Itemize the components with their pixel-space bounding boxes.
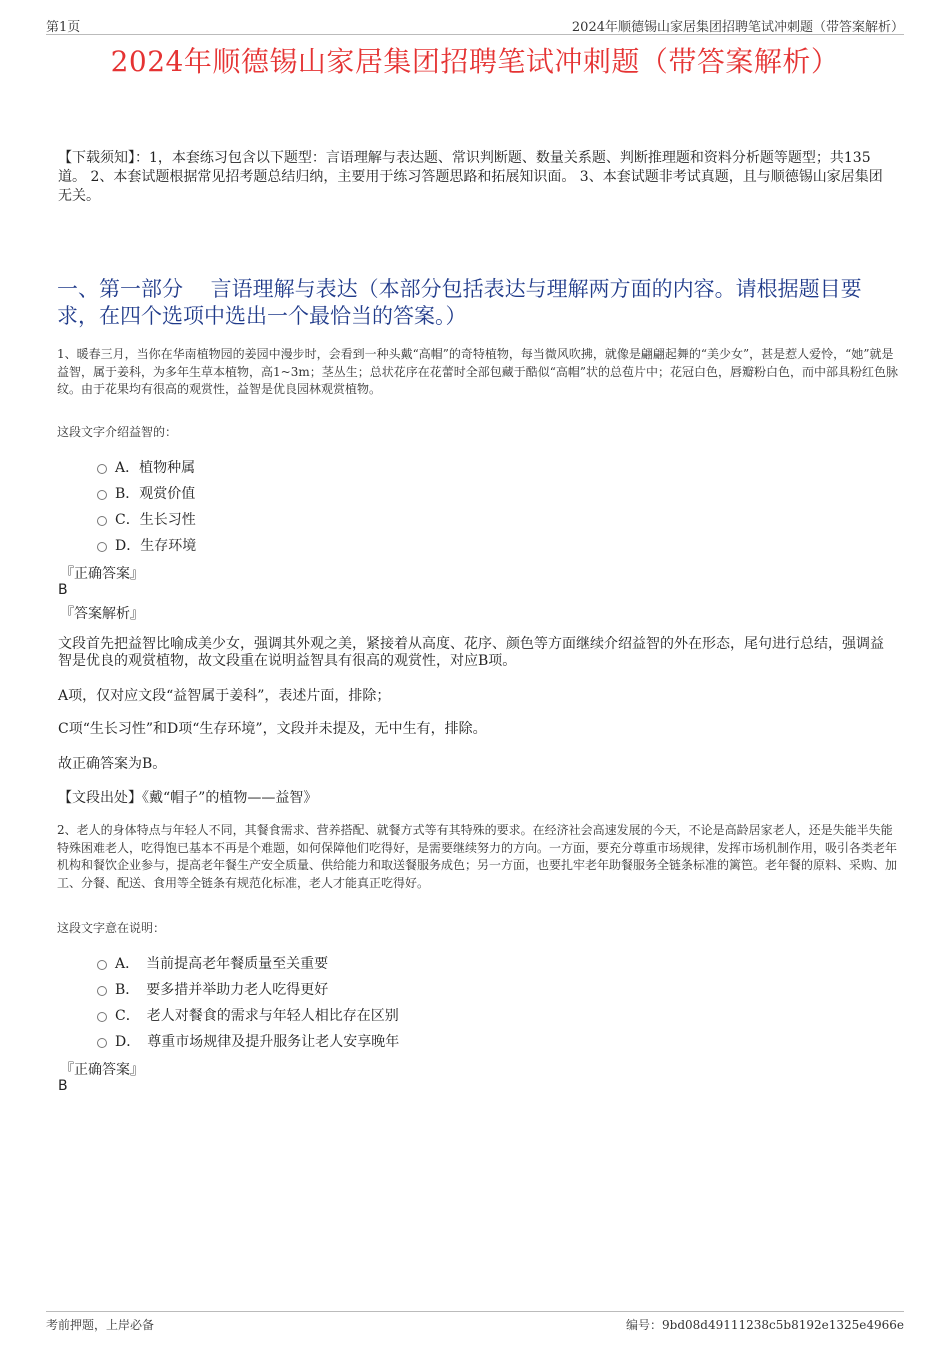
header-doc-title: 2024年顺德锡山家居集团招聘笔试冲刺题（带答案解析） <box>571 20 904 35</box>
option-label: C． 老人对餐食的需求与年轻人相比存在区别 <box>115 1008 399 1024</box>
question-2-stem: 2、老人的身体特点与年轻人不同，其餐食需求、营养搭配、就餐方式等有其特殊的要求。在经济社会高速发展的今天，不论是高龄居家老人，还是失能半失能特殊困难老人，吃得饱已基本不再是个难题，如何保障他们吃得好，是需要继续努力的方向。一方面，要充分尊重市场规律，发挥市场机制作用，吸引各类老年机构和餐饮企业参与，提高老年餐生产安全质量、供给能力和取送餐服务成色；另一方面，也要扎牢老年助餐服务全链条标准的篱笆。老年餐的原料、采购、加工、分餐、配送、食用等全链条有规范化标准，老人才能真正吃得好。 <box>57 823 898 890</box>
question-1-analysis-paragraph: A项，仅对应文段“益智属于姜科”，表述片面，排除； <box>58 688 391 704</box>
footer-serial: 编号：9bd08d49111238c5b8192e1325e4966e <box>626 1318 904 1332</box>
option-label: C．生长习性 <box>115 512 196 528</box>
question-2-option-b[interactable] <box>97 979 328 999</box>
option-label: D．生存环境 <box>115 538 197 554</box>
question-2-answer: B <box>58 1078 68 1094</box>
question-1-prompt: 这段文字介绍益智的： <box>57 425 178 439</box>
download-notice: 【下载须知】：1，本套练习包含以下题型：言语理解与表达题、常识判断题、数量关系题、判断推理题和资料分析题等题型；共135道。 2、本套试题根据常见招考题总结归纳，主要用于练习答题思路和拓展知识面。 3、本套试题非考试真题，且与顺德锡山家居集团无关。 <box>58 150 883 204</box>
question-2-prompt: 这段文字意在说明： <box>57 921 166 935</box>
question-2-answer-label: 『正确答案』 <box>60 1062 144 1078</box>
page-number: 第1页 <box>46 20 81 35</box>
option-label: D． 尊重市场规律及提升服务让老人安享晚年 <box>115 1034 400 1050</box>
footer-slogan: 考前押题，上岸必备 <box>46 1318 155 1332</box>
radio-icon[interactable] <box>97 1038 107 1048</box>
question-1-stem: 1、暖春三月，当你在华南植物园的姜园中漫步时，会看到一种头戴“高帽”的奇特植物，每当微风吹拂，就像是翩翩起舞的“美少女”，甚是惹人爱怜，“她”就是益智，属于姜科，为多年生草本植物，高1~3m；茎丛生；总状花序在花蕾时全部包藏于酷似“高帽”状的总苞片中；花冠白色，唇瓣粉白色，而中部具粉红色脉纹。由于花果均有很高的观赏性，益智是优良园林观赏植物。 <box>57 347 898 396</box>
question-1-answer-label: 『正确答案』 <box>60 566 144 582</box>
question-1-analysis-paragraph: 文段首先把益智比喻成美少女，强调其外观之美，紧接着从高度、花序、颜色等方面继续介绍益智的外在形态，尾句进行总结，强调益智是优良的观赏植物，故文段重在说明益智具有很高的观赏性，对应B项。 <box>58 636 884 669</box>
question-1-option-d[interactable] <box>97 535 196 555</box>
question-1-source: 【文段出处】《戴“帽子”的植物——益智》 <box>58 790 318 806</box>
question-1-option-b[interactable] <box>97 483 195 503</box>
option-label: B． 要多措并举助力老人吃得更好 <box>115 982 329 998</box>
radio-icon[interactable] <box>97 542 107 552</box>
option-label: A． 当前提高老年餐质量至关重要 <box>115 956 329 972</box>
radio-icon[interactable] <box>97 960 107 970</box>
question-2-option-d[interactable] <box>97 1031 399 1051</box>
question-1-answer: B <box>58 582 68 598</box>
question-2-option-c[interactable] <box>97 1005 399 1025</box>
radio-icon[interactable] <box>97 516 107 526</box>
question-2-option-a[interactable] <box>97 953 328 973</box>
question-1-analysis-label: 『答案解析』 <box>60 606 144 622</box>
option-label: A．植物种属 <box>115 460 196 476</box>
radio-icon[interactable] <box>97 464 107 474</box>
radio-icon[interactable] <box>97 490 107 500</box>
document-title: 2024年顺德锡山家居集团招聘笔试冲刺题（带答案解析） <box>110 45 840 78</box>
question-1-analysis-paragraph: C项“生长习性”和D项“生存环境”，文段并未提及，无中生有，排除。 <box>58 721 487 737</box>
question-1-option-a[interactable] <box>97 457 195 477</box>
section-title: 一、第一部分 言语理解与表达（本部分包括表达与理解两方面的内容。请根据题目要求，在四个选项中选出一个最恰当的答案。） <box>57 277 862 328</box>
question-1-analysis-paragraph: 故正确答案为B。 <box>58 756 167 772</box>
option-label: B．观赏价值 <box>115 486 196 502</box>
radio-icon[interactable] <box>97 1012 107 1022</box>
question-1-option-c[interactable] <box>97 509 196 529</box>
page-footer <box>46 1311 904 1332</box>
page-header <box>46 14 904 35</box>
radio-icon[interactable] <box>97 986 107 996</box>
